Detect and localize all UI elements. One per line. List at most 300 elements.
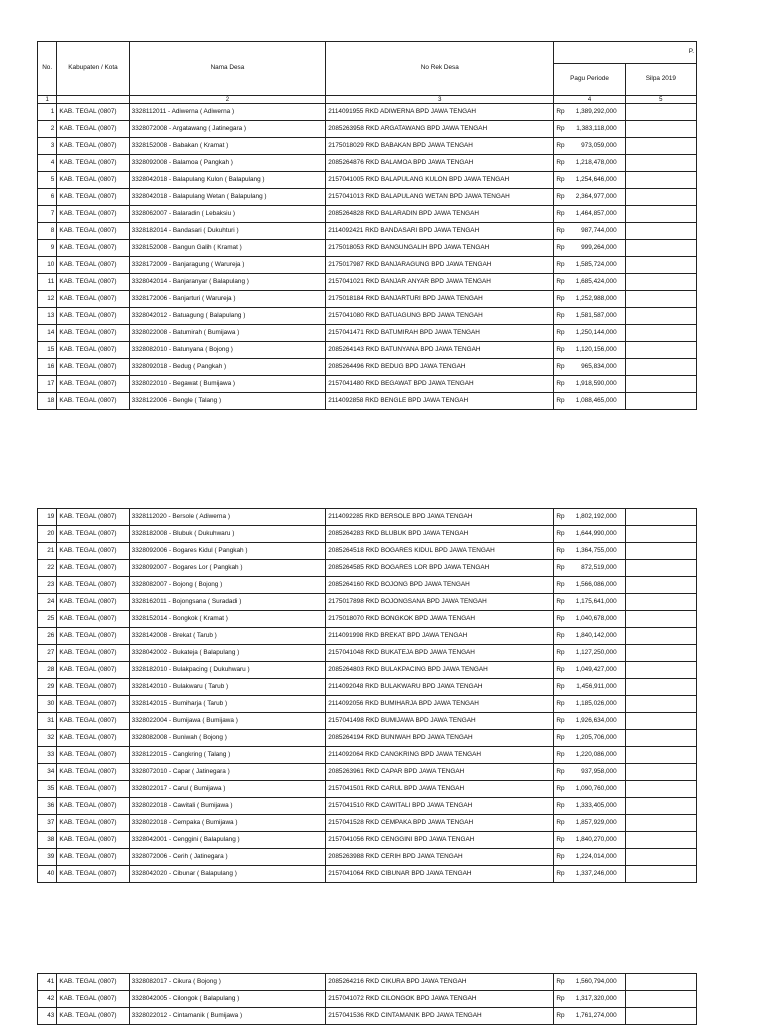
table-row [38, 594, 697, 611]
no-rek-desa-cell: 2157041536 RKD CINTAMANIK BPD JAWA TENGAH [326, 1008, 554, 1025]
nama-desa-cell: 3328082017 - Cikura ( Bojong ) [129, 974, 326, 991]
silpa-2019-cell [625, 189, 696, 206]
no-rek-desa-cell: 2157041510 RKD CAWITALI BPD JAWA TENGAH [326, 798, 554, 815]
kabupaten-cell: KAB. TEGAL (0807) [57, 342, 129, 359]
no-rek-desa-cell: 2085264876 RKD BALAMOA BPD JAWA TENGAH [326, 155, 554, 172]
silpa-2019-cell [625, 274, 696, 291]
no-rek-desa-cell: 2114092285 RKD BERSOLE BPD JAWA TENGAH [326, 509, 554, 526]
kabupaten-cell: KAB. TEGAL (0807) [57, 747, 129, 764]
row-number: 4 [38, 155, 57, 172]
silpa-2019-cell [625, 991, 696, 1008]
kabupaten-cell: KAB. TEGAL (0807) [57, 764, 129, 781]
kabupaten-cell: KAB. TEGAL (0807) [57, 594, 129, 611]
row-number: 2 [38, 121, 57, 138]
table-row [38, 121, 697, 138]
row-number: 24 [38, 594, 57, 611]
currency-label: Rp [556, 767, 565, 775]
silpa-2019-cell [625, 974, 696, 991]
no-rek-desa-cell: 2114092064 RKD CANGKRING BPD JAWA TENGAH [326, 747, 554, 764]
pagu-periode-cell [554, 155, 625, 172]
pagu-amount: 1,464,857,000 [575, 209, 617, 217]
row-number: 32 [38, 730, 57, 747]
table-row [38, 577, 697, 594]
kabupaten-cell: KAB. TEGAL (0807) [57, 577, 129, 594]
pagu-periode-cell [554, 974, 625, 991]
silpa-2019-cell [625, 764, 696, 781]
no-rek-desa-cell: 2085264803 RKD BULAKPACING BPD JAWA TENGAH [326, 662, 554, 679]
village-fund-table-part-1 [37, 41, 697, 410]
pagu-amount: 965,834,000 [581, 362, 617, 370]
currency-label: Rp [556, 977, 565, 985]
column-number-1: 1 [38, 96, 57, 104]
currency-label: Rp [556, 379, 565, 387]
pagu-periode-cell [554, 543, 625, 560]
currency-label: Rp [556, 546, 565, 554]
pagu-periode-cell [554, 662, 625, 679]
pagu-periode-cell [554, 526, 625, 543]
currency-label: Rp [556, 243, 565, 251]
header-pagu-periode: Pagu Periode [554, 64, 625, 96]
silpa-2019-cell [625, 577, 696, 594]
pagu-amount: 1,205,706,000 [575, 733, 617, 741]
pagu-amount: 1,127,250,000 [575, 648, 617, 656]
silpa-2019-cell [625, 359, 696, 376]
currency-label: Rp [556, 328, 565, 336]
no-rek-desa-cell: 2175018184 RKD BANJARTURI BPD JAWA TENGAH [326, 291, 554, 308]
table-row [38, 713, 697, 730]
nama-desa-cell: 3328082008 - Buniwah ( Bojong ) [129, 730, 326, 747]
pagu-periode-cell [554, 628, 625, 645]
pagu-amount: 1,040,678,000 [575, 614, 617, 622]
pagu-periode-cell [554, 393, 625, 410]
pagu-amount: 1,364,755,000 [575, 546, 617, 554]
pagu-amount: 1,802,192,000 [575, 512, 617, 520]
currency-label: Rp [556, 362, 565, 370]
pagu-amount: 1,685,424,000 [575, 277, 617, 285]
silpa-2019-cell [625, 798, 696, 815]
table-row [38, 730, 697, 747]
no-rek-desa-cell: 2085264283 RKD BLUBUK BPD JAWA TENGAH [326, 526, 554, 543]
pagu-amount: 1,926,634,000 [575, 716, 617, 724]
pagu-amount: 1,254,646,000 [575, 175, 617, 183]
pagu-periode-cell [554, 240, 625, 257]
column-number-2: 2 [129, 96, 326, 104]
no-rek-desa-cell: 2175018029 RKD BABAKAN BPD JAWA TENGAH [326, 138, 554, 155]
pagu-periode-cell [554, 991, 625, 1008]
pagu-amount: 1,840,270,000 [575, 835, 617, 843]
row-number: 26 [38, 628, 57, 645]
nama-desa-cell: 3328152008 - Bangun Galih ( Kramat ) [129, 240, 326, 257]
currency-label: Rp [556, 260, 565, 268]
pagu-amount: 937,958,000 [581, 767, 617, 775]
currency-label: Rp [556, 818, 565, 826]
nama-desa-cell: 3328142015 - Bumiharja ( Tarub ) [129, 696, 326, 713]
nama-desa-cell: 3328162011 - Bojongsana ( Suradadi ) [129, 594, 326, 611]
table-row [38, 359, 697, 376]
row-number: 23 [38, 577, 57, 594]
nama-desa-cell: 3328092018 - Bedug ( Pangkah ) [129, 359, 326, 376]
row-number: 41 [38, 974, 57, 991]
silpa-2019-cell [625, 121, 696, 138]
table-row [38, 662, 697, 679]
silpa-2019-cell [625, 832, 696, 849]
no-rek-desa-cell: 2157041528 RKD CEMPAKA BPD JAWA TENGAH [326, 815, 554, 832]
silpa-2019-cell [625, 138, 696, 155]
row-number: 33 [38, 747, 57, 764]
table-row [38, 104, 697, 121]
table-row [38, 1008, 697, 1025]
currency-label: Rp [556, 512, 565, 520]
row-number: 40 [38, 866, 57, 883]
pagu-amount: 1,560,794,000 [575, 977, 617, 985]
kabupaten-cell: KAB. TEGAL (0807) [57, 832, 129, 849]
pagu-amount: 973,059,000 [581, 141, 617, 149]
table-row [38, 815, 697, 832]
nama-desa-cell: 3328022018 - Cawitali ( Bumijawa ) [129, 798, 326, 815]
currency-label: Rp [556, 994, 565, 1002]
no-rek-desa-cell: 2157041005 RKD BALAPULANG KULON BPD JAWA TENGAH [326, 172, 554, 189]
pagu-amount: 1,250,144,000 [575, 328, 617, 336]
kabupaten-cell: KAB. TEGAL (0807) [57, 172, 129, 189]
silpa-2019-cell [625, 866, 696, 883]
row-number: 15 [38, 342, 57, 359]
nama-desa-cell: 3328042014 - Banjaranyar ( Balapulang ) [129, 274, 326, 291]
pagu-amount: 999,264,000 [581, 243, 617, 251]
pagu-periode-cell [554, 172, 625, 189]
kabupaten-cell: KAB. TEGAL (0807) [57, 543, 129, 560]
pagu-periode-cell [554, 104, 625, 121]
pagu-amount: 1,224,014,000 [575, 852, 617, 860]
kabupaten-cell: KAB. TEGAL (0807) [57, 713, 129, 730]
no-rek-desa-cell: 2085264828 RKD BALARADIN BPD JAWA TENGAH [326, 206, 554, 223]
pagu-periode-cell [554, 138, 625, 155]
pagu-periode-cell [554, 1008, 625, 1025]
table-row [38, 764, 697, 781]
silpa-2019-cell [625, 155, 696, 172]
row-number: 29 [38, 679, 57, 696]
table-row [38, 206, 697, 223]
nama-desa-cell: 3328072006 - Cerih ( Jatinegara ) [129, 849, 326, 866]
kabupaten-cell: KAB. TEGAL (0807) [57, 991, 129, 1008]
pagu-amount: 1,088,465,000 [575, 396, 617, 404]
silpa-2019-cell [625, 730, 696, 747]
table-row [38, 696, 697, 713]
nama-desa-cell: 3328172006 - Banjarturi ( Warureja ) [129, 291, 326, 308]
column-number-4: 4 [554, 96, 625, 104]
no-rek-desa-cell: 2157041480 RKD BEGAWAT BPD JAWA TENGAH [326, 376, 554, 393]
silpa-2019-cell [625, 206, 696, 223]
pagu-periode-cell [554, 594, 625, 611]
kabupaten-cell: KAB. TEGAL (0807) [57, 291, 129, 308]
silpa-2019-cell [625, 291, 696, 308]
currency-label: Rp [556, 158, 565, 166]
pagu-periode-cell [554, 781, 625, 798]
nama-desa-cell: 3328062007 - Balaradin ( Lebaksiu ) [129, 206, 326, 223]
silpa-2019-cell [625, 713, 696, 730]
currency-label: Rp [556, 750, 565, 758]
pagu-periode-cell [554, 325, 625, 342]
row-number: 16 [38, 359, 57, 376]
no-rek-desa-cell: 2157041064 RKD CIBUNAR BPD JAWA TENGAH [326, 866, 554, 883]
village-fund-table-part-2 [37, 508, 697, 883]
no-rek-desa-cell: 2085264194 RKD BUNIWAH BPD JAWA TENGAH [326, 730, 554, 747]
no-rek-desa-cell: 2114092056 RKD BUMIHARJA BPD JAWA TENGAH [326, 696, 554, 713]
row-number: 39 [38, 849, 57, 866]
kabupaten-cell: KAB. TEGAL (0807) [57, 798, 129, 815]
row-number: 18 [38, 393, 57, 410]
table-row [38, 223, 697, 240]
nama-desa-cell: 3328092007 - Bogares Lor ( Pangkah ) [129, 560, 326, 577]
pagu-amount: 1,857,929,000 [575, 818, 617, 826]
row-number: 28 [38, 662, 57, 679]
table-row [38, 991, 697, 1008]
kabupaten-cell: KAB. TEGAL (0807) [57, 560, 129, 577]
no-rek-desa-cell: 2175018070 RKD BONGKOK BPD JAWA TENGAH [326, 611, 554, 628]
header-no-rek-desa: No Rek Desa [326, 42, 554, 96]
pagu-amount: 1,185,026,000 [575, 699, 617, 707]
village-fund-table-part-3 [37, 973, 697, 1025]
silpa-2019-cell [625, 342, 696, 359]
pagu-periode-cell [554, 223, 625, 240]
nama-desa-cell: 3328082010 - Batunyana ( Bojong ) [129, 342, 326, 359]
nama-desa-cell: 3328022004 - Bumijawa ( Bumijawa ) [129, 713, 326, 730]
no-rek-desa-cell: 2085263961 RKD CAPAR BPD JAWA TENGAH [326, 764, 554, 781]
kabupaten-cell: KAB. TEGAL (0807) [57, 815, 129, 832]
row-number: 19 [38, 509, 57, 526]
currency-label: Rp [556, 529, 565, 537]
pagu-amount: 1,389,292,000 [575, 107, 617, 115]
header-no: No. [38, 42, 57, 96]
silpa-2019-cell [625, 611, 696, 628]
table-row [38, 611, 697, 628]
currency-label: Rp [556, 192, 565, 200]
table-row [38, 240, 697, 257]
silpa-2019-cell [625, 696, 696, 713]
currency-label: Rp [556, 716, 565, 724]
row-number: 31 [38, 713, 57, 730]
kabupaten-cell: KAB. TEGAL (0807) [57, 526, 129, 543]
pagu-periode-cell [554, 866, 625, 883]
no-rek-desa-cell: 2114091998 RKD BREKAT BPD JAWA TENGAH [326, 628, 554, 645]
nama-desa-cell: 3328112011 - Adiwerna ( Adiwerna ) [129, 104, 326, 121]
silpa-2019-cell [625, 376, 696, 393]
no-rek-desa-cell: 2157041056 RKD CENGGINI BPD JAWA TENGAH [326, 832, 554, 849]
currency-label: Rp [556, 852, 565, 860]
row-number: 5 [38, 172, 57, 189]
silpa-2019-cell [625, 308, 696, 325]
pagu-periode-cell [554, 764, 625, 781]
silpa-2019-cell [625, 325, 696, 342]
table-row [38, 974, 697, 991]
nama-desa-cell: 3328142010 - Bulakwaru ( Tarub ) [129, 679, 326, 696]
silpa-2019-cell [625, 172, 696, 189]
pagu-amount: 1,761,274,000 [575, 1011, 617, 1019]
currency-label: Rp [556, 396, 565, 404]
header-kabupaten: Kabupaten / Kota [57, 42, 129, 96]
pagu-periode-cell [554, 611, 625, 628]
nama-desa-cell: 3328042005 - Cilongok ( Balapulang ) [129, 991, 326, 1008]
table-row [38, 509, 697, 526]
currency-label: Rp [556, 345, 565, 353]
pagu-periode-cell [554, 257, 625, 274]
currency-label: Rp [556, 277, 565, 285]
silpa-2019-cell [625, 526, 696, 543]
pagu-periode-cell [554, 206, 625, 223]
silpa-2019-cell [625, 104, 696, 121]
currency-label: Rp [556, 682, 565, 690]
pagu-amount: 1,090,760,000 [575, 784, 617, 792]
pagu-periode-cell [554, 274, 625, 291]
silpa-2019-cell [625, 628, 696, 645]
nama-desa-cell: 3328112020 - Bersole ( Adiwerna ) [129, 509, 326, 526]
currency-label: Rp [556, 107, 565, 115]
kabupaten-cell: KAB. TEGAL (0807) [57, 849, 129, 866]
currency-label: Rp [556, 869, 565, 877]
currency-label: Rp [556, 699, 565, 707]
currency-label: Rp [556, 563, 565, 571]
row-number: 30 [38, 696, 57, 713]
pagu-periode-cell [554, 121, 625, 138]
nama-desa-cell: 3328142008 - Brekat ( Tarub ) [129, 628, 326, 645]
no-rek-desa-cell: 2157041501 RKD CARUL BPD JAWA TENGAH [326, 781, 554, 798]
table-row [38, 832, 697, 849]
table-row [38, 155, 697, 172]
currency-label: Rp [556, 1011, 565, 1019]
no-rek-desa-cell: 2157041471 RKD BATUMIRAH BPD JAWA TENGAH [326, 325, 554, 342]
pagu-periode-cell [554, 291, 625, 308]
row-number: 7 [38, 206, 57, 223]
kabupaten-cell: KAB. TEGAL (0807) [57, 189, 129, 206]
no-rek-desa-cell: 2085264143 RKD BATUNYANA BPD JAWA TENGAH [326, 342, 554, 359]
no-rek-desa-cell: 2157041498 RKD BUMIJAWA BPD JAWA TENGAH [326, 713, 554, 730]
table-row [38, 274, 697, 291]
pagu-periode-cell [554, 832, 625, 849]
table-row [38, 628, 697, 645]
kabupaten-cell: KAB. TEGAL (0807) [57, 121, 129, 138]
table-row [38, 849, 697, 866]
kabupaten-cell: KAB. TEGAL (0807) [57, 628, 129, 645]
kabupaten-cell: KAB. TEGAL (0807) [57, 155, 129, 172]
pagu-periode-cell [554, 189, 625, 206]
currency-label: Rp [556, 631, 565, 639]
table-row [38, 172, 697, 189]
silpa-2019-cell [625, 1008, 696, 1025]
kabupaten-cell: KAB. TEGAL (0807) [57, 611, 129, 628]
pagu-amount: 1,566,086,000 [575, 580, 617, 588]
table-row [38, 560, 697, 577]
nama-desa-cell: 3328092006 - Bogares Kidul ( Pangkah ) [129, 543, 326, 560]
kabupaten-cell: KAB. TEGAL (0807) [57, 509, 129, 526]
row-number: 9 [38, 240, 57, 257]
no-rek-desa-cell: 2157041013 RKD BALAPULANG WETAN BPD JAWA TENGAH [326, 189, 554, 206]
kabupaten-cell: KAB. TEGAL (0807) [57, 138, 129, 155]
kabupaten-cell: KAB. TEGAL (0807) [57, 679, 129, 696]
pagu-amount: 1,918,590,000 [575, 379, 617, 387]
silpa-2019-cell [625, 815, 696, 832]
table-row [38, 257, 697, 274]
table-row [38, 189, 697, 206]
column-number-5: 5 [625, 96, 696, 104]
nama-desa-cell: 3328152008 - Babakan ( Kramat ) [129, 138, 326, 155]
no-rek-desa-cell: 2175017987 RKD BANJARAGUNG BPD JAWA TENGAH [326, 257, 554, 274]
pagu-periode-cell [554, 577, 625, 594]
table-row [38, 645, 697, 662]
pagu-amount: 1,644,990,000 [575, 529, 617, 537]
currency-label: Rp [556, 597, 565, 605]
no-rek-desa-cell: 2157041080 RKD BATUAGUNG BPD JAWA TENGAH [326, 308, 554, 325]
table-row [38, 291, 697, 308]
nama-desa-cell: 3328072008 - Argatawang ( Jatinegara ) [129, 121, 326, 138]
kabupaten-cell: KAB. TEGAL (0807) [57, 696, 129, 713]
no-rek-desa-cell: 2085264585 RKD BOGARES LOR BPD JAWA TENGAH [326, 560, 554, 577]
no-rek-desa-cell: 2157041048 RKD BUKATEJA BPD JAWA TENGAH [326, 645, 554, 662]
silpa-2019-cell [625, 257, 696, 274]
pagu-amount: 1,317,320,000 [575, 994, 617, 1002]
row-number: 42 [38, 991, 57, 1008]
silpa-2019-cell [625, 849, 696, 866]
no-rek-desa-cell: 2085263958 RKD ARGATAWANG BPD JAWA TENGAH [326, 121, 554, 138]
pagu-periode-cell [554, 645, 625, 662]
silpa-2019-cell [625, 679, 696, 696]
currency-label: Rp [556, 801, 565, 809]
kabupaten-cell: KAB. TEGAL (0807) [57, 206, 129, 223]
silpa-2019-cell [625, 781, 696, 798]
row-number: 37 [38, 815, 57, 832]
table-row [38, 393, 697, 410]
row-number: 25 [38, 611, 57, 628]
currency-label: Rp [556, 226, 565, 234]
kabupaten-cell: KAB. TEGAL (0807) [57, 376, 129, 393]
kabupaten-cell: KAB. TEGAL (0807) [57, 645, 129, 662]
pagu-amount: 1,220,086,000 [575, 750, 617, 758]
table-row [38, 679, 697, 696]
pagu-amount: 1,383,118,000 [576, 124, 617, 132]
row-number: 11 [38, 274, 57, 291]
row-number: 17 [38, 376, 57, 393]
nama-desa-cell: 3328072010 - Capar ( Jatinegara ) [129, 764, 326, 781]
kabupaten-cell: KAB. TEGAL (0807) [57, 325, 129, 342]
currency-label: Rp [556, 209, 565, 217]
pagu-amount: 1,175,641,000 [575, 597, 617, 605]
row-number: 1 [38, 104, 57, 121]
kabupaten-cell: KAB. TEGAL (0807) [57, 1008, 129, 1025]
currency-label: Rp [556, 141, 565, 149]
table-row [38, 308, 697, 325]
table-row [38, 342, 697, 359]
pagu-amount: 1,252,988,000 [575, 294, 617, 302]
kabupaten-cell: KAB. TEGAL (0807) [57, 974, 129, 991]
kabupaten-cell: KAB. TEGAL (0807) [57, 308, 129, 325]
header-nama-desa: Nama Desa [129, 42, 326, 96]
column-number-3: 3 [326, 96, 554, 104]
pagu-periode-cell [554, 815, 625, 832]
pagu-periode-cell [554, 679, 625, 696]
nama-desa-cell: 3328172009 - Banjaragung ( Warureja ) [129, 257, 326, 274]
nama-desa-cell: 3328042018 - Balapulang Wetan ( Balapulang ) [129, 189, 326, 206]
silpa-2019-cell [625, 645, 696, 662]
kabupaten-cell: KAB. TEGAL (0807) [57, 257, 129, 274]
currency-label: Rp [556, 580, 565, 588]
silpa-2019-cell [625, 594, 696, 611]
row-number: 22 [38, 560, 57, 577]
no-rek-desa-cell: 2114092858 RKD BENGLE BPD JAWA TENGAH [326, 393, 554, 410]
no-rek-desa-cell: 2114092421 RKD BANDASARI BPD JAWA TENGAH [326, 223, 554, 240]
header-silpa-2019: Silpa 2019 [625, 64, 696, 96]
pagu-amount: 1,456,911,000 [576, 682, 617, 690]
kabupaten-cell: KAB. TEGAL (0807) [57, 240, 129, 257]
table-row [38, 798, 697, 815]
pagu-periode-cell [554, 713, 625, 730]
